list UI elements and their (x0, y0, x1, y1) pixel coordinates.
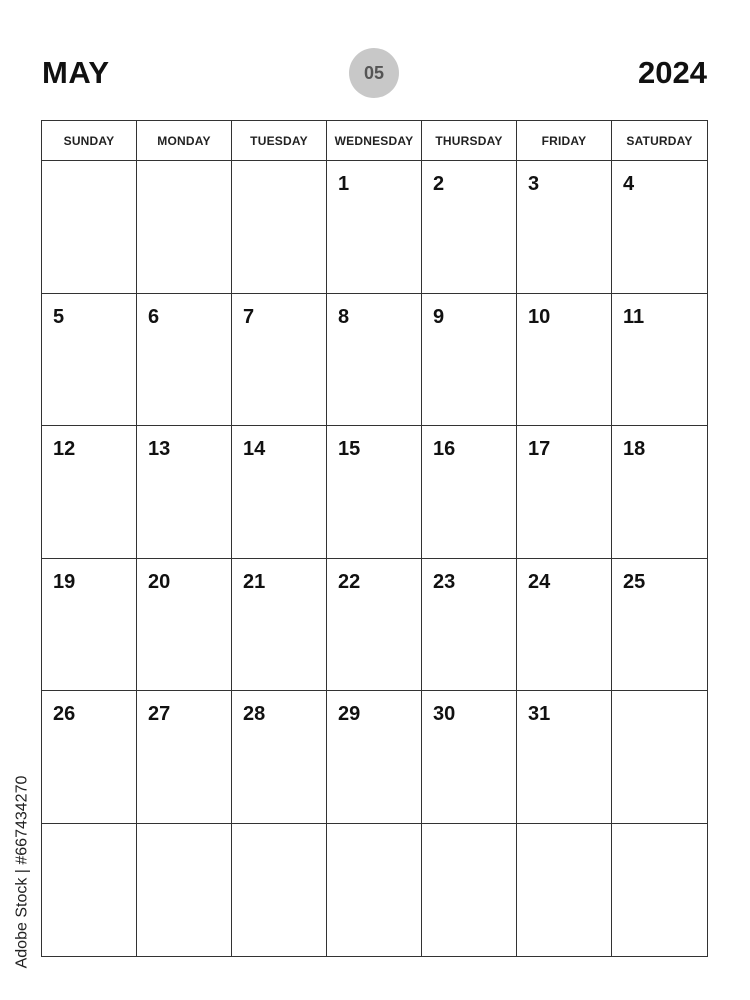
day-cell (327, 559, 422, 692)
day-number: 15 (338, 438, 361, 460)
year-title: 2024 (638, 55, 707, 90)
weekday-header-tuesday: TUESDAY (232, 121, 327, 161)
day-number: 30 (433, 703, 456, 725)
day-cell (42, 691, 137, 824)
day-cell (137, 161, 232, 294)
day-number: 9 (433, 305, 445, 328)
day-cell (612, 294, 707, 427)
day-cell (137, 691, 232, 824)
day-number: 6 (148, 305, 160, 328)
weekday-header-saturday: SATURDAY (612, 121, 707, 161)
day-number: 12 (53, 438, 76, 460)
stock-id-text: Adobe Stock | #667434270 (13, 775, 31, 969)
day-cell (327, 691, 422, 824)
day-number: 25 (623, 570, 646, 593)
day-number: 29 (338, 703, 361, 725)
day-number: 7 (243, 305, 255, 328)
weekday-header-thursday: THURSDAY (422, 121, 517, 161)
day-cell (422, 294, 517, 427)
day-cell (42, 161, 137, 294)
day-cell (137, 559, 232, 692)
day-cell (422, 559, 517, 692)
day-number: 18 (623, 438, 646, 460)
day-cell (422, 426, 517, 559)
day-cell (232, 691, 327, 824)
day-number: 2 (433, 173, 445, 195)
day-cell (42, 426, 137, 559)
day-number: 14 (243, 438, 266, 460)
day-number: 27 (148, 703, 171, 725)
day-cell (327, 161, 422, 294)
day-cell (612, 691, 707, 824)
day-cell (327, 824, 422, 957)
day-cell (232, 824, 327, 957)
day-number: 3 (528, 173, 540, 195)
stock-id-label (8, 762, 36, 982)
day-cell (232, 161, 327, 294)
day-number: 23 (433, 570, 456, 593)
day-number: 13 (148, 438, 171, 460)
day-cell (137, 426, 232, 559)
day-number: 21 (243, 570, 266, 593)
day-number: 8 (338, 305, 350, 328)
day-cell (422, 824, 517, 957)
day-cell (232, 426, 327, 559)
day-number: 28 (243, 703, 266, 725)
day-cell (137, 294, 232, 427)
day-cell (42, 824, 137, 957)
day-cell (137, 824, 232, 957)
calendar-grid (41, 120, 708, 957)
day-number: 22 (338, 570, 361, 593)
day-cell (327, 426, 422, 559)
day-cell (42, 294, 137, 427)
day-cell (517, 161, 612, 294)
day-cell (517, 559, 612, 692)
day-cell (517, 294, 612, 427)
day-cell (517, 426, 612, 559)
weekday-header-wednesday: WEDNESDAY (327, 121, 422, 161)
day-number: 24 (528, 570, 551, 593)
month-title: MAY (42, 55, 110, 90)
day-number: 16 (433, 438, 456, 460)
day-cell (42, 559, 137, 692)
day-number: 19 (53, 570, 76, 593)
day-number: 20 (148, 570, 171, 593)
weekday-header-sunday: SUNDAY (42, 121, 137, 161)
day-number: 4 (623, 173, 635, 195)
day-cell (612, 824, 707, 957)
day-number: 1 (338, 173, 350, 195)
day-cell (232, 294, 327, 427)
day-cell (232, 559, 327, 692)
day-cell (327, 294, 422, 427)
day-cell (517, 691, 612, 824)
day-number: 11 (623, 305, 645, 328)
weekday-header-friday: FRIDAY (517, 121, 612, 161)
day-number: 10 (528, 305, 551, 328)
day-number: 17 (528, 438, 551, 460)
day-cell (612, 559, 707, 692)
day-cell (612, 161, 707, 294)
day-number: 5 (53, 305, 65, 328)
day-cell (422, 161, 517, 294)
weekday-header-monday: MONDAY (137, 121, 232, 161)
day-cell (517, 824, 612, 957)
day-number: 26 (53, 703, 76, 725)
month-number-badge: 05 (349, 48, 399, 98)
day-cell (612, 426, 707, 559)
day-cell (422, 691, 517, 824)
day-number: 31 (528, 703, 551, 725)
